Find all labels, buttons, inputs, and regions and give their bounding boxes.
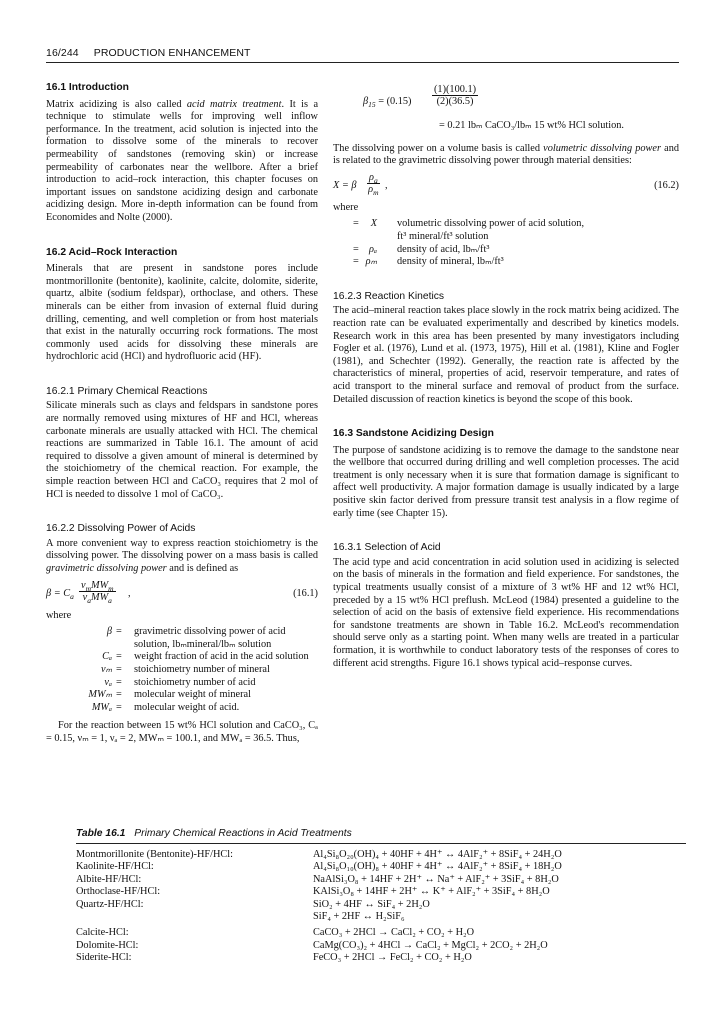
where-label: where — [46, 609, 72, 621]
table-row: Siderite-HCl: FeCO₃ + 2HCl → FeCl₂ + CO₂ + H₂O — [76, 952, 472, 964]
definition-item: νₐ = stoichiometry number of acid — [104, 676, 256, 688]
table-16-1 — [76, 828, 686, 965]
table-caption — [76, 828, 686, 839]
running-title: PRODUCTION ENHANCEMENT — [93, 47, 251, 59]
table-row: SiF₄ + 2HF ↔ H₂SiF₆ — [313, 911, 405, 923]
table-row: Quartz-HF/HCl: SiO₂ + 4HF ↔ SiF₄ + 2H₂O — [76, 898, 430, 910]
section-16-2-1-paragraph: Silicate minerals such as clays and feldspars in sandstone pores are normally removed using mixtures of HF and HCl, whereas carbonate minerals are usually attacked with HCl. The chemical reactions are summarized in Table 16.1. The amount of acid required to dissolve a given amount of mineral is determined by the stoichiometry of the chemical reaction. For example, the simple reaction between HCl and CaCO₃ requires that 2 mol of HCl is needed to dissolve 1 mol of CaCO₃. — [46, 400, 318, 500]
table-row: Albite-HF/HCl: NaAlSi₃O₈ + 14HF + 2H⁺ ↔ Na⁺ + AlF₂⁺ + 3SiF₄ + 8H₂O — [76, 873, 559, 885]
section-16-2-2-paragraph: A more convenient way to express reaction stoichiometry is the dissolving power. The dissolving power on a mass basis is called gravimetric dissolving power and is defined as — [46, 537, 318, 574]
table-rule — [76, 843, 686, 844]
where-label: where — [333, 201, 359, 213]
volumetric-paragraph: The dissolving power on a volume basis is called volumetric dissolving power and is related to the gravimetric dissolving power through material densities: — [333, 142, 679, 167]
definition-item: β = gravimetric dissolving power of acid — [106, 626, 286, 638]
section-16-2-1-title: 16.2.1 Primary Chemical Reactions — [46, 385, 208, 397]
section-16-3-title: 16.3 Sandstone Acidizing Design — [333, 428, 494, 440]
table-label: Table 16.1 — [76, 828, 126, 839]
section-16-1-title: 16.1 Introduction — [46, 82, 129, 93]
beta15-equation: $\beta_{15} = (0.15)$ $\frac{(1)(100.1)}{(2)(36.5)}$ — [363, 84, 477, 110]
header-rule — [46, 62, 679, 63]
equation-number: (16.2) — [654, 179, 679, 191]
definition-item: ft³ mineral/ft³ solution — [397, 230, 489, 242]
definition-item: MWₘ = molecular weight of mineral — [88, 689, 251, 701]
variable-definitions — [46, 626, 318, 714]
table-row: Dolomite-HCl: CaMg(CO₃)₂ + 4HCl → CaCl₂ + MgCl₂ + 2CO₂ + 2H₂O — [76, 939, 548, 951]
section-16-3-paragraph: The purpose of sandstone acidizing is to remove the damage to the sandstone near the wellbore that occurred during drilling and well completion processes. The acid treatment is only necessary when it is sure that formation damage is significant to affect well productivity. A major formation damage is usually indicated by a large positive skin factor derived from pressure transit test analysis in a flow regime of early time (see Chapter 15). — [333, 444, 679, 519]
right-column — [333, 82, 679, 670]
table-row: Montmorillonite (Bentonite)-HF/HCl: Al₄Si₈O₂₀(OH)₄ + 40HF + 4H⁺ ↔ 4AlF₂⁺ + 8SiF₄ + 24H₂O — [76, 849, 562, 860]
beta15-result: = 0.21 lbₘ CaCO₃/lbₘ 15 wt% HCl solution. — [439, 120, 624, 131]
section-16-2-3-paragraph: The acid–mineral reaction takes place slowly in the rock matrix being acidized. The reaction rate can be evaluated experimentally and described by kinetics models. Research work in this area has been presented by many investigators including Fogler et al. (1976), Lund et al. (1973, 1975), Hill et al. (1981), Kline and Fogler (1981), and Schechter (1992). Generally, the reaction rate is affected by the characteristics of mineral, properties of acid, reservoir temperature, and rates of acid transport to the mineral surface and removal of product from the surface. Detailed discussion of reaction kinetics is beyond the scope of this book. — [333, 305, 679, 405]
table-row: Orthoclase-HF/HCl: KAlSi₃O₈ + 14HF + 2H⁺ ↔ K⁺ + AlF₂⁺ + 3SiF₄ + 8H₂O — [76, 886, 550, 898]
variable-definitions — [333, 218, 679, 268]
definition-item: ρₘ = density of mineral, lbₘ/ft³ — [353, 256, 504, 268]
section-16-2-paragraph: Minerals that are present in sandstone pores include montmorillonite (bentonite), kaolinite, calcite, dolomite, siderite, quartz, albite (sodium feldspar), orthoclase, and others. These minerals can be either from invasion of external fluid during drilling, cementing, and well completion or from host materials that exist in the naturally occurring rock formations. The most commonly used acids for dissolving these minerals are hydrochloric acid (HCl) and hydrofluoric acid (HF). — [46, 263, 318, 363]
equation-number: (16.1) — [293, 587, 318, 599]
section-16-3-1-paragraph: The acid type and acid concentration in acid solution used in acidizing is selected on the basis of minerals in the formation and field experience. For sandstones, the typical treatments usually consist of a mixture of 3 wt% HF and 12 wt% HCl, preceded by a 15 wt% HCl preflush. McLeod (1984) presented a guideline to the selection of acid on the basis of extensive field experience. His recommendations for sandstone treatments are shown in Table 16.2. McLeod's recommendation should serve only as a starting point. When many wells are treated in a particular formation, it is worthwhile to conduct laboratory tests of the responses of cores to different acid strengths. Figure 16.1 shows typical acid–response curves. — [333, 556, 679, 669]
definition-item: νₘ = stoichiometry number of mineral — [101, 663, 270, 675]
definition-item: Cₐ = weight fraction of acid in the acid solution — [102, 651, 309, 663]
table-caption-text: Primary Chemical Reactions in Acid Treatments — [134, 828, 352, 839]
section-16-2-title: 16.2 Acid–Rock Interaction — [46, 246, 178, 258]
equation-16-2: X = β $\frac{\rho_a}{\rho_m}$ , (16.2) — [333, 171, 679, 197]
definition-item: ρₐ = density of acid, lbₘ/ft³ — [353, 243, 490, 255]
running-header — [46, 47, 679, 59]
definition-item: X = volumetric dissolving power of acid solution, — [353, 218, 585, 230]
equation-16-1: $\beta = C_a$ $\nu_mMW_m$ $\nu_aMW_a$ , (16.1) — [46, 579, 318, 605]
left-column — [46, 82, 318, 746]
table-row: Calcite-HCl: CaCO₃ + 2HCl → CaCl₂ + CO₂ + H₂O — [76, 927, 475, 939]
reactions-table — [76, 849, 562, 965]
section-16-1-paragraph: Matrix acidizing is also called acid matrix treatment. It is a technique to stimulate wells for improving well inflow performance. In the treatment, acid solution is injected into the formation to dissolve some of the minerals to recover permeability of sandstones (removing skin) or increase permeability of carbonates near the wellbore. After a brief introduction to acid–rock interaction, this chapter focuses on important issues on sandstone acidizing design and carbonate acidizing design. More in-depth information can be found from Economides and Nolte (2000). — [46, 98, 319, 223]
page-number: 16/244 — [46, 47, 79, 59]
definition-item: solution, lbₘmineral/lbₘ solution — [134, 638, 272, 650]
section-16-2-2-title: 16.2.2 Dissolving Power of Acids — [46, 523, 196, 535]
example-paragraph: For the reaction between 15 wt% HCl solution and CaCO₃, Cₐ = 0.15, νₘ = 1, νₐ = 2, MWₘ = 100.1, and MWₐ = 36.5. Thus, — [46, 720, 318, 744]
section-16-3-1-title: 16.3.1 Selection of Acid — [333, 542, 441, 554]
table-row: Kaolinite-HF/HCl: Al₄Si₈O₁₀(OH)₈ + 40HF + 4H⁺ ↔ 4AlF₂⁺ + 8SiF₄ + 18H₂O — [76, 861, 562, 873]
definition-item: MWₐ = molecular weight of acid. — [91, 701, 240, 713]
section-16-2-3-title: 16.2.3 Reaction Kinetics — [333, 290, 445, 302]
